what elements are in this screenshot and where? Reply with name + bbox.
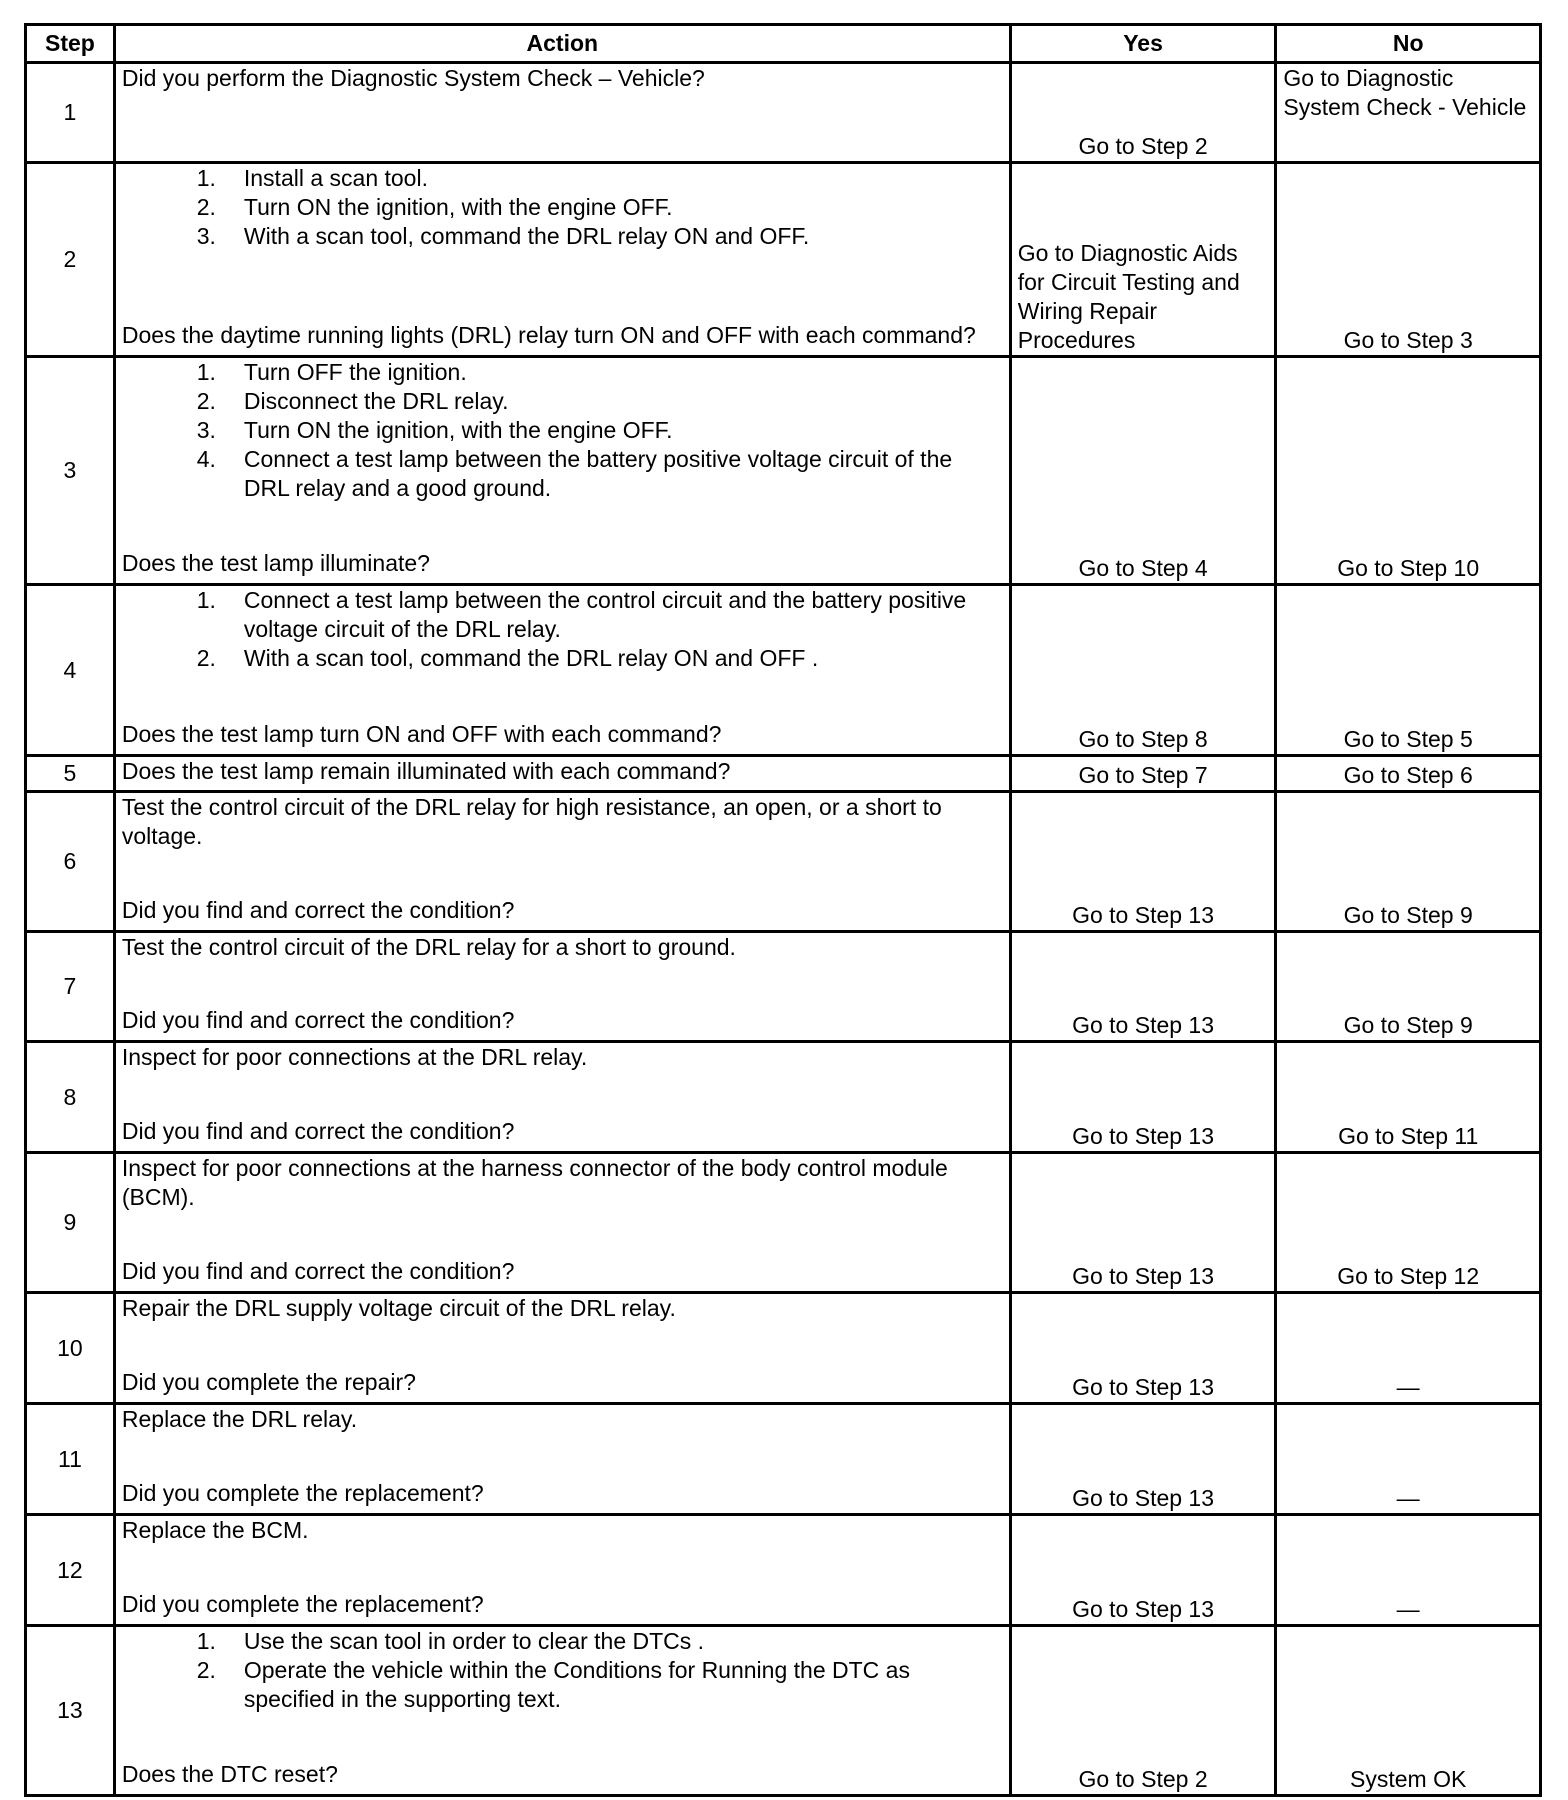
table-row (26, 1515, 1541, 1626)
list-item (122, 222, 1003, 251)
step-number: 1 (26, 63, 115, 163)
yes-result: Go to Step 13 (1010, 1293, 1276, 1404)
action-cell (114, 1404, 1010, 1515)
action-question: Did you find and correct the condition? (121, 1007, 515, 1033)
step-number: 9 (26, 1153, 115, 1293)
action-question: Did you find and correct the condition? (121, 1118, 515, 1144)
list-item-number: 1. (196, 359, 216, 385)
action-list (122, 358, 1003, 503)
action-list (122, 164, 1003, 251)
list-item-number: 2. (196, 388, 216, 414)
list-item-text: Turn ON the ignition, with the engine OFF. (243, 417, 673, 443)
header-row (26, 25, 1541, 63)
list-item (122, 164, 1003, 193)
table-row (26, 1626, 1541, 1796)
yes-result: Go to Step 13 (1010, 932, 1276, 1042)
action-question: Does the test lamp illuminate? (121, 550, 430, 576)
step-number: 3 (26, 357, 115, 585)
step-number: 7 (26, 932, 115, 1042)
action-instruction: Replace the DRL relay. (121, 1406, 358, 1432)
table-row (26, 1404, 1541, 1515)
action-cell (114, 792, 1010, 932)
list-item-text: Connect a test lamp between the control circuit and the battery positive voltage circuit of the DRL relay. (243, 587, 967, 642)
action-cell (114, 1515, 1010, 1626)
action-cell (114, 63, 1010, 163)
action-question: Did you complete the replacement? (121, 1591, 484, 1617)
action-question: Does the daytime running lights (DRL) relay turn ON and OFF with each command? (121, 322, 976, 348)
action-instruction: Inspect for poor connections at the DRL relay. (121, 1044, 588, 1070)
list-item (122, 387, 1003, 416)
yes-result: Go to Step 13 (1010, 1404, 1276, 1515)
action-question: Did you find and correct the condition? (121, 897, 515, 923)
action-cell (114, 357, 1010, 585)
yes-result: Go to Step 2 (1010, 1626, 1276, 1796)
no-result: Go to Step 9 (1276, 932, 1541, 1042)
no-result: Go to Step 11 (1276, 1042, 1541, 1153)
list-item-text: With a scan tool, command the DRL relay ON and OFF. (243, 223, 810, 249)
no-result: — (1276, 1515, 1541, 1626)
list-item-text: Operate the vehicle within the Conditions for Running the DTC as specified in the supporting text. (243, 1657, 910, 1712)
table-row (26, 585, 1541, 756)
table-row (26, 756, 1541, 792)
step-number: 2 (26, 163, 115, 357)
no-result: Go to Step 9 (1276, 792, 1541, 932)
action-question: Did you complete the replacement? (121, 1480, 484, 1506)
action-cell (114, 932, 1010, 1042)
yes-result: Go to Step 13 (1010, 1042, 1276, 1153)
yes-result: Go to Diagnostic Aids for Circuit Testing and Wiring Repair Procedures (1010, 163, 1276, 357)
list-item (122, 1656, 1003, 1714)
yes-result: Go to Step 13 (1010, 792, 1276, 932)
no-result: Go to Step 3 (1276, 163, 1541, 357)
list-item-text: Turn ON the ignition, with the engine OFF. (243, 194, 673, 220)
table-row (26, 357, 1541, 585)
list-item (122, 358, 1003, 387)
action-question: Does the DTC reset? (121, 1761, 338, 1787)
header-yes: Yes (1010, 25, 1276, 63)
table-row (26, 1042, 1541, 1153)
list-item-number: 2. (196, 1657, 216, 1683)
list-item-number: 3. (196, 417, 216, 443)
no-result: — (1276, 1293, 1541, 1404)
diagnostic-table (24, 23, 1542, 1797)
action-instruction: Repair the DRL supply voltage circuit of the DRL relay. (121, 1295, 676, 1321)
step-number: 5 (26, 756, 115, 792)
action-question: Did you find and correct the condition? (121, 1258, 515, 1284)
header-no: No (1276, 25, 1541, 63)
step-number: 12 (26, 1515, 115, 1626)
list-item-number: 2. (196, 194, 216, 220)
action-list (122, 586, 1003, 673)
action-cell (114, 163, 1010, 357)
action-cell (114, 1153, 1010, 1293)
yes-result: Go to Step 13 (1010, 1515, 1276, 1626)
action-instruction: Test the control circuit of the DRL relay for high resistance, an open, or a short to voltage. (121, 794, 942, 849)
yes-result: Go to Step 4 (1010, 357, 1276, 585)
yes-result: Go to Step 8 (1010, 585, 1276, 756)
step-number: 4 (26, 585, 115, 756)
step-number: 6 (26, 792, 115, 932)
action-question: Does the test lamp turn ON and OFF with each command? (121, 721, 722, 747)
list-item-number: 1. (196, 1628, 216, 1654)
no-result: Go to Diagnostic System Check - Vehicle (1276, 63, 1541, 163)
header-action: Action (114, 25, 1010, 63)
no-result: System OK (1276, 1626, 1541, 1796)
list-item (122, 586, 1003, 644)
yes-result: Go to Step 2 (1010, 63, 1276, 163)
action-cell (114, 585, 1010, 756)
action-instruction: Inspect for poor connections at the harness connector of the body control module (BCM). (121, 1155, 948, 1210)
yes-result: Go to Step 13 (1010, 1153, 1276, 1293)
action-cell (114, 1042, 1010, 1153)
step-number: 13 (26, 1626, 115, 1796)
yes-result: Go to Step 7 (1010, 756, 1276, 792)
step-number: 8 (26, 1042, 115, 1153)
list-item (122, 644, 1003, 673)
list-item-text: Install a scan tool. (243, 165, 428, 191)
no-result: — (1276, 1404, 1541, 1515)
list-item-number: 4. (196, 446, 216, 472)
no-result: Go to Step 6 (1276, 756, 1541, 792)
list-item (122, 445, 1003, 503)
action-instruction: Did you perform the Diagnostic System Check – Vehicle? (121, 65, 705, 91)
table-body (26, 63, 1541, 1796)
list-item-text: Connect a test lamp between the battery positive voltage circuit of the DRL relay and a good ground. (243, 446, 953, 501)
table-row (26, 792, 1541, 932)
step-number: 11 (26, 1404, 115, 1515)
table-row (26, 1293, 1541, 1404)
action-list (122, 1627, 1003, 1714)
no-result: Go to Step 5 (1276, 585, 1541, 756)
action-instruction: Test the control circuit of the DRL relay for a short to ground. (121, 934, 736, 960)
list-item-number: 2. (196, 645, 216, 671)
list-item-text: Disconnect the DRL relay. (243, 388, 509, 414)
table-row (26, 63, 1541, 163)
step-number: 10 (26, 1293, 115, 1404)
list-item-text: Turn OFF the ignition. (243, 359, 467, 385)
action-cell (114, 1293, 1010, 1404)
list-item-number: 1. (196, 587, 216, 613)
action-cell (114, 756, 1010, 792)
list-item (122, 1627, 1003, 1656)
header-step: Step (26, 25, 115, 63)
action-question: Did you complete the repair? (121, 1369, 416, 1395)
no-result: Go to Step 10 (1276, 357, 1541, 585)
list-item-number: 3. (196, 223, 216, 249)
list-item-number: 1. (196, 165, 216, 191)
list-item-text: Use the scan tool in order to clear the DTCs . (243, 1628, 705, 1654)
list-item (122, 416, 1003, 445)
table-row (26, 1153, 1541, 1293)
list-item-text: With a scan tool, command the DRL relay ON and OFF . (243, 645, 819, 671)
action-instruction: Replace the BCM. (121, 1517, 309, 1543)
list-item (122, 193, 1003, 222)
action-instruction: Does the test lamp remain illuminated with each command? (121, 758, 731, 784)
no-result: Go to Step 12 (1276, 1153, 1541, 1293)
action-cell (114, 1626, 1010, 1796)
table-row (26, 932, 1541, 1042)
table-row (26, 163, 1541, 357)
